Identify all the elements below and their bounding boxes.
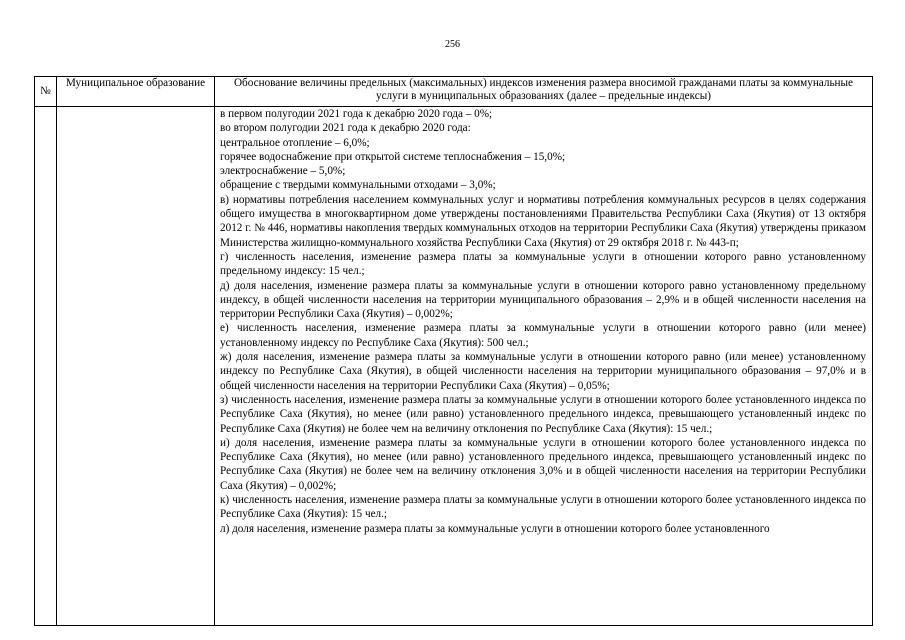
paragraph-list (220, 107, 866, 536)
paragraph: ж) доля населения, изменение размера платы за коммунальные услуги в отношении которого равно (или менее) установленному индексу по Республике Саха (Якутия), в общей численности населения на территории муниципального образования – 97,0% и в общей численности населения на территории Республики Саха (Якутия) – 0,05%; (220, 351, 866, 392)
paragraph: л) доля населения, изменение размера платы за коммунальные услуги в отношении которого более установленного (220, 522, 770, 535)
paragraph: в) нормативы потребления населением коммунальных услуг и нормативы потребления коммунальных ресурсов в целях содержания общего имущества в многоквартирном доме утверждены постановлениями Правительства Республики Саха (Якутия) от 13 октября 2012 г. № 446, нормативы накопления твердых коммунальных отходов на территории Республики Саха (Якутия) утверждены приказом Министерства жилищно-коммунального хозяйства Республики Саха (Якутия) от 29 октября 2018 г. № 443-п; (220, 193, 866, 249)
page-number: 256 (445, 39, 460, 50)
cell-municipality (57, 107, 215, 626)
paragraph: центральное отопление – 6,0%; (220, 136, 370, 149)
paragraph: горячее водоснабжение при открытой системе теплоснабжения – 15,0%; (220, 150, 566, 163)
paragraph: и) доля населения, изменение размера платы за коммунальные услуги в отношении которого более установленного индекса по Республике Саха (Якутия), но менее (или равно) установленного предельного индекса, превышающего установленный индекс по Республике Саха (Якутия) не более чем на величину отклонения 3,0% и в общей численности населения на территории Республики Саха (Якутия) – 0,002%; (220, 436, 866, 492)
paragraph: е) численность населения, изменение размера платы за коммунальные услуги в отношении которого равно (или менее) установленному индексу по Республике Саха (Якутия): 500 чел.; (220, 322, 866, 349)
paragraph: к) численность населения, изменение размера платы за коммунальные услуги в отношении которого более установленного индекса по Республике Саха (Якутия): 15 чел.; (220, 494, 866, 521)
header-municipality: Муниципальное образование (57, 77, 215, 107)
paragraph: г) численность населения, изменение размера платы за коммунальные услуги в отношении которого равно установленному предельному индексу: 15 чел.; (220, 250, 866, 278)
paragraph: з) численность населения, изменение размера платы за коммунальные услуги в отношении которого более установленного индекса по Республике Саха (Якутия), но менее (или равно) установленного предельного индекса, превышающего установленный индекс по Республике Саха (Якутия) не более чем на величину отклонения по Республике Саха (Якутия): 15 чел.; (220, 393, 866, 435)
cell-justification (215, 107, 873, 626)
header-number (35, 77, 57, 107)
header-justification: Обоснование величины предельных (максимальных) индексов изменения размера вносимой гражданами платы за коммунальные услуги в муниципальных образованиях (далее – предельные индексы) (215, 77, 873, 107)
table-row (35, 107, 873, 626)
paragraph: д) доля населения, изменение размера платы за коммунальные услуги в отношении которого равно установленному предельному индексу, в общей численности населения на территории муниципального образования – 2,9% и в общей численности населения на территории Республики Саха (Якутия) – 0,002%; (220, 279, 866, 321)
header-number-label: № (40, 85, 51, 97)
table-header-row (35, 77, 873, 107)
paragraph: обращение с твердыми коммунальными отходами – 3,0%; (220, 179, 496, 192)
cell-number (35, 107, 57, 626)
justification-table (34, 76, 873, 626)
paragraph: в первом полугодии 2021 года к декабрю 2020 года – 0%; (220, 108, 493, 120)
paragraph: электроснабжение – 5,0%; (220, 165, 346, 178)
paragraph: во втором полугодии 2021 года к декабрю 2020 года: (220, 122, 471, 135)
